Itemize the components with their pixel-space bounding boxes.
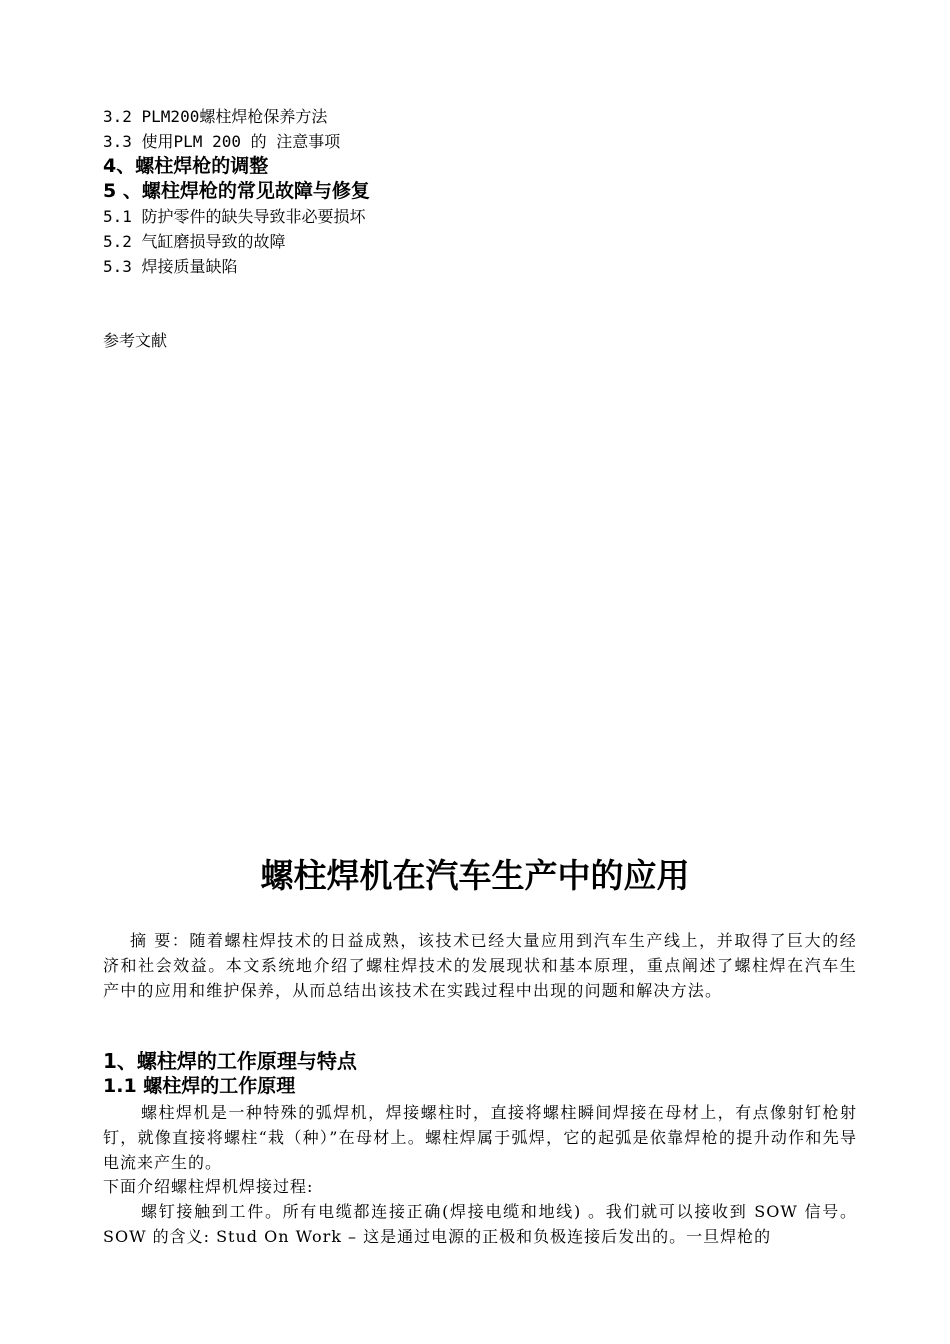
body-paragraph-principle: 螺柱焊机是一种特殊的弧焊机，焊接螺柱时，直接将螺柱瞬间焊接在母材上，有点像射钉枪射钉，就像直接将螺柱“栽（种）”在母材上。螺柱焊属于弧焊，它的起弧是依靠焊枪的提升动作和先导电流来产生的。 [103, 1103, 857, 1172]
toc-item-3-2: 3.2 PLM200螺柱焊枪保养方法 [103, 107, 328, 126]
article-title: 螺柱焊机在汽车生产中的应用 [260, 856, 690, 895]
toc-references: 参考文献 [103, 331, 168, 350]
body-paragraph-process-intro: 下面介绍螺柱焊机焊接过程: [103, 1177, 314, 1196]
toc-item-5-1: 5.1 防护零件的缺失导致非必要损坏 [103, 207, 366, 226]
table-of-contents [103, 104, 803, 279]
abstract-paragraph: 摘 要：随着螺柱焊技术的日益成熟，该技术已经大量应用到汽车生产线上，并取得了巨大的经济和社会效益。本文系统地介绍了螺柱焊技术的发展现状和基本原理，重点阐述了螺柱焊在汽车生产中的应用和维护保养，从而总结出该技术在实践过程中出现的问题和解决方法。 [103, 931, 857, 1000]
section-1-heading: 1、螺柱焊的工作原理与特点 [103, 1049, 357, 1073]
toc-item-5: 5 、螺柱焊枪的常见故障与修复 [103, 180, 370, 202]
toc-item-5-3: 5.3 焊接质量缺陷 [103, 257, 238, 276]
toc-item-3-3: 3.3 使用PLM 200 的 注意事项 [103, 132, 341, 151]
body-paragraph-sow: 螺钉接触到工件。所有电缆都连接正确(焊接电缆和地线) 。我们就可以接收到 SOW 信号。SOW 的含义: Stud On Work – 这是通过电源的正极和负极连接后发出的。一旦焊枪的 [103, 1202, 857, 1246]
section-1-1-heading: 1.1 螺柱焊的工作原理 [103, 1075, 296, 1097]
toc-item-5-2: 5.2 气缸磨损导致的故障 [103, 232, 286, 251]
toc-item-4: 4、螺柱焊枪的调整 [103, 155, 269, 177]
